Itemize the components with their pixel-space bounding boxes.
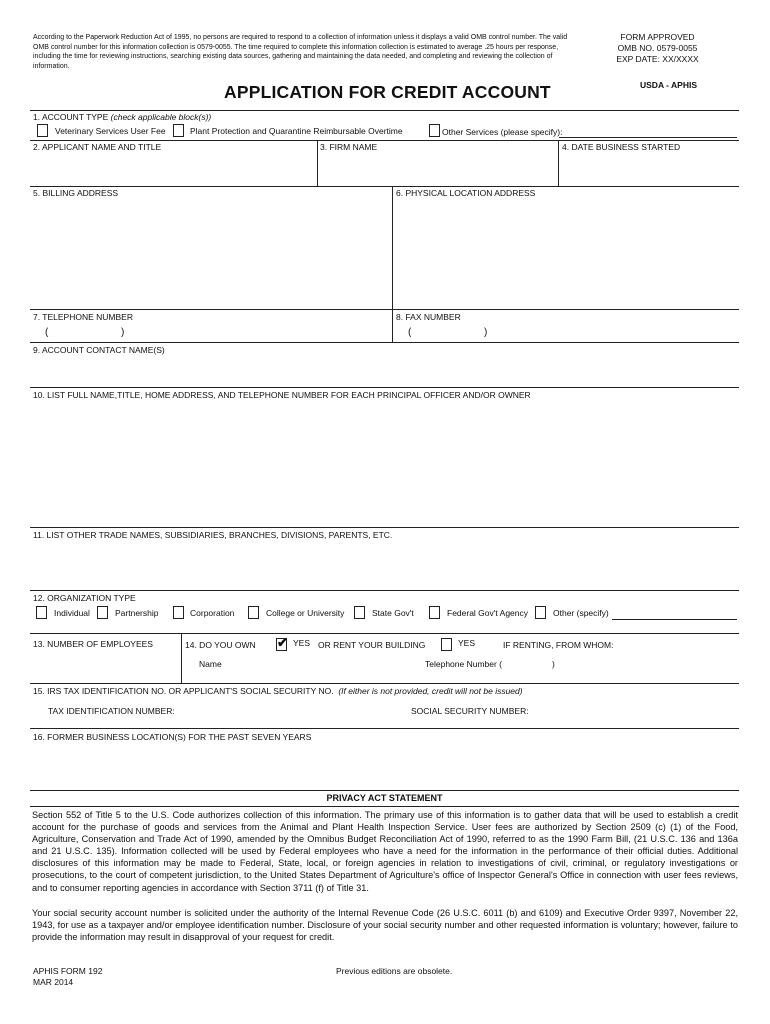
org-other: Other (specify) [553, 608, 609, 618]
checkmark-icon: ✔ [277, 635, 288, 650]
section8-label: 8. FAX NUMBER [396, 312, 461, 322]
org-corporation: Corporation [190, 608, 235, 618]
former-locations-field[interactable] [31, 744, 738, 789]
privacy-paragraph-2: Your social security account number is solicited under the authority of the Internal Revenue Code (26 U.S.C. 6011 (b) and 6109) and Executive Order 9397, November 22, 1943, for use as a taxpayer and/or employee identification number. Disclosure of your social security number and other requested information is voluntary; however, failure to provide the information may result in disapproval of your request for credit. [32, 908, 738, 943]
previous-editions-note: Previous editions are obsolete. [336, 966, 453, 976]
checkbox-federal-agency[interactable] [429, 606, 440, 619]
agency-label: USDA - APHIS [640, 80, 697, 90]
section12-label: 12. ORGANIZATION TYPE [33, 593, 136, 603]
or-rent-label: OR RENT YOUR BUILDING [318, 640, 426, 650]
form-number: APHIS FORM 192 [33, 966, 103, 976]
form-date: MAR 2014 [33, 977, 74, 987]
other-services-line [559, 137, 737, 138]
form-title: APPLICATION FOR CREDIT ACCOUNT [224, 82, 551, 102]
checkbox-corporation[interactable] [173, 606, 184, 619]
principal-officers-field[interactable] [31, 402, 738, 526]
checkbox-partnership[interactable] [97, 606, 108, 619]
section5-label: 5. BILLING ADDRESS [33, 188, 119, 198]
rent-yes-label: YES [458, 638, 476, 648]
landlord-name-field[interactable] [225, 656, 420, 670]
section13-label: 13. NUMBER OF EMPLOYEES [33, 639, 153, 649]
form-approved: FORM APPROVED [620, 32, 695, 42]
org-federal-agency: Federal Gov't Agency [447, 608, 528, 618]
telephone-field[interactable] [31, 323, 391, 341]
option-ppq-overtime: Plant Protection and Quarantine Reimbursable Overtime [190, 126, 403, 136]
billing-address-field[interactable] [31, 200, 391, 308]
contact-names-field[interactable] [31, 356, 738, 386]
section4-label: 4. DATE BUSINESS STARTED [562, 142, 681, 152]
section9-label: 9. ACCOUNT CONTACT NAME(S) [33, 345, 165, 355]
employees-field[interactable] [31, 650, 179, 682]
section6-label: 6. PHYSICAL LOCATION ADDRESS [396, 188, 536, 198]
ssn-field[interactable] [536, 702, 736, 718]
other-services-field[interactable] [560, 124, 736, 137]
section11-label: 11. LIST OTHER TRADE NAMES, SUBSIDIARIES, BRANCHES, DIVISIONS, PARENTS, ETC. [33, 530, 393, 540]
trade-names-field[interactable] [31, 542, 738, 589]
landlord-name-label: Name [199, 659, 222, 669]
checkbox-other-org[interactable] [535, 606, 546, 619]
landlord-phone-label: Telephone Number ( [425, 659, 503, 669]
checkbox-ppq-overtime[interactable] [173, 124, 184, 137]
checkbox-rent-yes[interactable] [441, 638, 452, 651]
checkbox-vs-user-fee[interactable] [37, 124, 48, 137]
checkbox-individual[interactable] [36, 606, 47, 619]
firm-name-field[interactable] [318, 153, 557, 185]
ssn-label: SOCIAL SECURITY NUMBER: [411, 706, 529, 716]
tax-id-label: TAX IDENTIFICATION NUMBER: [48, 706, 175, 716]
org-individual: Individual [54, 608, 90, 618]
burden-notice: According to the Paperwork Reduction Act of 1995, no persons are required to respond to a collection of information unless it displays a valid OMB control number. The valid OMB control number for this information collection is 0579-0055. The time required to complete this information collection is estimated to average .25 hours per response, including the time for reviewing instructions, searching existing data sources, gathering and maintaining the data needed, and completing and reviewing the collection of information. [33, 34, 568, 70]
privacy-paragraph-1: Section 552 of Title 5 to the U.S. Code authorizes collection of this information. The primary use of this information is to gather data that will be used to establish a credit account for the purchase of goods and services from the Animal and Plant Health Inspection Service. User fees are authorized by Section 2509 (c) (1) of the Food, Agriculture, Conservation and Trade Act of 1990, amended by the Omnibus Budget Reconciliation Act of 1990, referred to as the 1990 Farm Bill, (21 U.S.C. 136 and 136a and 21 U.S.C. 135). Information collected will be used by Federal employees who have a need for the information in the performance of their official duties. Additional disclosures of this information may be made to Federal, State, local, or foreign agencies in relation to investigations of civil, criminal, or regulatory investigations or prosecutions, to the court of competent jurisdiction, to the United States Department of Agriculture's office of Inspector General's Office in connection with user fees reviews, and to consumer reporting agencies in accordance with Section 3711 (f) of Title 31. [32, 810, 738, 893]
section2-label: 2. APPLICANT NAME AND TITLE [33, 142, 162, 152]
own-yes-label: YES [293, 638, 311, 648]
checkbox-other-services[interactable] [429, 124, 440, 137]
tax-id-note: (If either is not provided, credit will not be issued) [338, 686, 523, 696]
fax-field[interactable] [393, 323, 738, 341]
option-other-services: Other Services (please specify): [442, 127, 563, 137]
other-org-line [612, 619, 737, 620]
omb-number: OMB NO. 0579-0055 [617, 43, 698, 53]
physical-address-field[interactable] [393, 200, 738, 308]
tax-id-question: 15. IRS TAX IDENTIFICATION NO. OR APPLICANT'S SOCIAL SECURITY NO. [33, 686, 334, 696]
tax-id-field[interactable] [185, 702, 395, 718]
section1-label [33, 112, 211, 123]
section15-label [33, 686, 523, 697]
org-college: College or University [266, 608, 345, 618]
phone-paren-open: ( [45, 327, 49, 338]
landlord-phone-field[interactable] [510, 656, 730, 670]
org-partnership: Partnership [115, 608, 159, 618]
account-type-hint: (check applicable block(s)) [110, 112, 212, 122]
org-state-govt: State Gov't [372, 608, 414, 618]
phone-paren-close: ) [121, 327, 125, 338]
landlord-phone-close: ) [552, 659, 555, 669]
section14-label: 14. DO YOU OWN [185, 640, 256, 650]
checkbox-own-yes[interactable] [276, 635, 288, 651]
option-vs-user-fee: Veterinary Services User Fee [55, 126, 166, 136]
privacy-heading: PRIVACY ACT STATEMENT [326, 793, 443, 803]
checkbox-state-govt[interactable] [354, 606, 365, 619]
section3-label: 3. FIRM NAME [320, 142, 378, 152]
renting-from-label: IF RENTING, FROM WHOM: [503, 640, 614, 650]
section7-label: 7. TELEPHONE NUMBER [33, 312, 133, 322]
applicant-name-field[interactable] [31, 153, 315, 185]
exp-date: EXP DATE: XX/XXXX [616, 54, 699, 64]
fax-paren-close: ) [484, 327, 488, 338]
account-type-label: 1. ACCOUNT TYPE [33, 112, 109, 122]
date-business-started-field[interactable] [559, 153, 738, 185]
section10-label: 10. LIST FULL NAME,TITLE, HOME ADDRESS, AND TELEPHONE NUMBER FOR EACH PRINCIPAL OFFICER AND/OR OWNER [33, 390, 531, 400]
checkbox-college[interactable] [248, 606, 259, 619]
section16-label: 16. FORMER BUSINESS LOCATION(S) FOR THE PAST SEVEN YEARS [33, 732, 312, 742]
fax-paren-open: ( [408, 327, 412, 338]
